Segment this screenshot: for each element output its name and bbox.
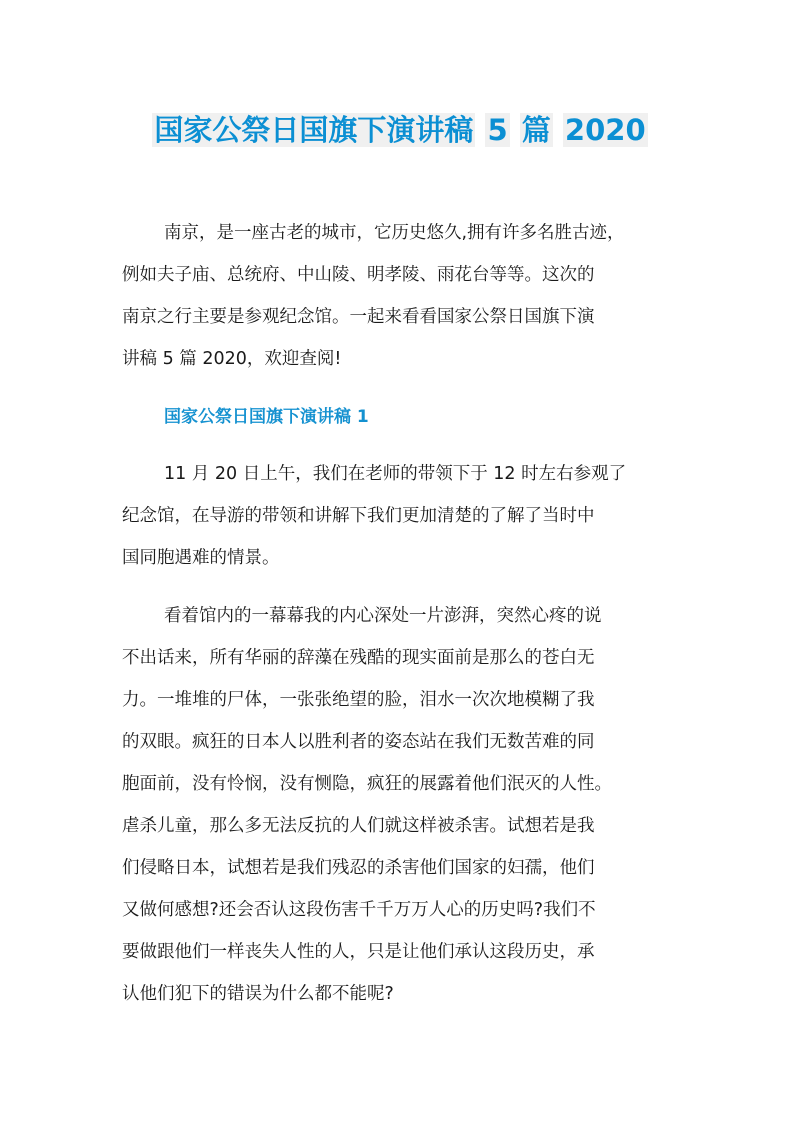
title-number: 5: [487, 113, 508, 147]
text-line: 虐杀儿童，那么多无法反抗的人们就这样被杀害。试想若是我: [122, 816, 595, 836]
title-year: 2020: [564, 113, 646, 147]
text-line: 11 月 20 日上午，我们在老师的带领下于 12 时左右参观了: [164, 464, 627, 484]
text-line: 的双眼。疯狂的日本人以胜利者的姿态站在我们无数苦难的同: [122, 732, 595, 752]
text-line: 们侵略日本，试想若是我们残忍的杀害他们国家的妇孺，他们: [122, 858, 595, 878]
intro-paragraph: [122, 212, 692, 380]
paragraph-1: [122, 453, 692, 579]
text-line: 南京，是一座古老的城市，它历史悠久,拥有许多名胜古迹，: [164, 223, 625, 243]
text-line: 不出话来，所有华丽的辞藻在残酷的现实面前是那么的苍白无: [122, 648, 595, 668]
text-line: 胞面前，没有怜悯，没有恻隐，疯狂的展露着他们泯灭的人性。: [122, 774, 612, 794]
text-line: 看着馆内的一幕幕我的内心深处一片澎湃，突然心疼的说: [164, 606, 602, 626]
text-line: 要做跟他们一样丧失人性的人，只是让他们承认这段历史，承: [122, 942, 595, 962]
text-line: 认他们犯下的错误为什么都不能呢?: [122, 984, 394, 1004]
page-title: [0, 108, 800, 152]
text-line: 纪念馆，在导游的带领和讲解下我们更加清楚的了解了当时中: [122, 506, 595, 526]
text-line: 南京之行主要是参观纪念馆。一起来看看国家公祭日国旗下演: [122, 307, 595, 327]
text-line: 又做何感想?还会否认这段伤害千千万万人心的历史吗?我们不: [122, 900, 596, 920]
paragraph-2: [122, 595, 692, 1015]
text-line: 例如夫子庙、总统府、中山陵、明孝陵、雨花台等等。这次的: [122, 265, 595, 285]
text-line: 国同胞遇难的情景。: [122, 548, 280, 568]
text-line: 讲稿 5 篇 2020，欢迎查阅!: [122, 349, 342, 369]
text-line: 力。一堆堆的尸体，一张张绝望的脸，泪水一次次地模糊了我: [122, 690, 595, 710]
title-text-pian: 篇: [521, 113, 551, 147]
section-heading: 国家公祭日国旗下演讲稿 1: [164, 407, 369, 427]
title-text: 国家公祭日国旗下演讲稿: [154, 113, 474, 147]
